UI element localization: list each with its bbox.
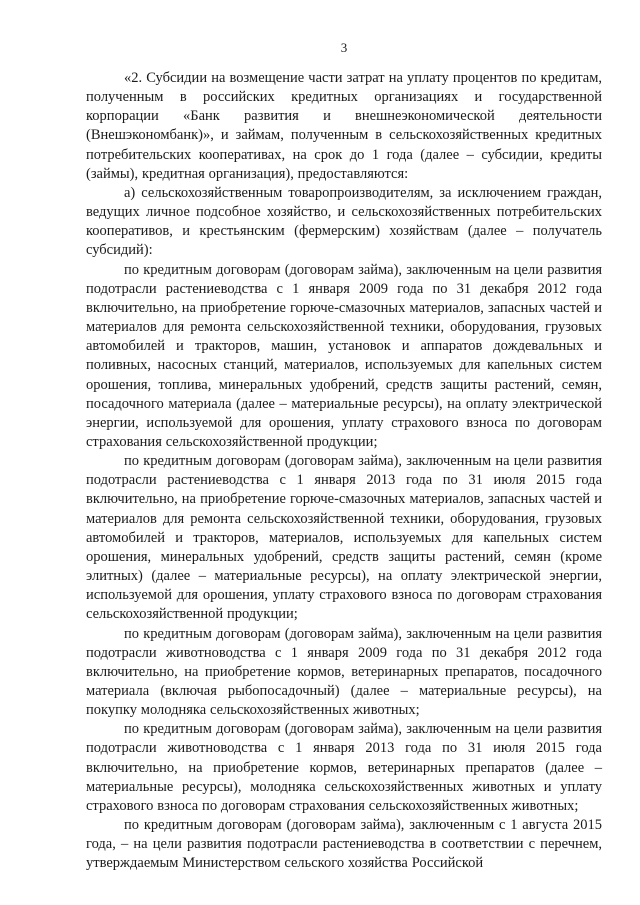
paragraph-recipients: а) сельскохозяйственным товаропроизводителям, за исключением граждан, ведущих личное подсобное хозяйство, и сельскохозяйственных потребительских кооперативов, и крестьянским (фермерским) хозяйствам (далее – получатель субсидий): [86,184,602,259]
paragraph-crop-2009-2012: по кредитным договорам (договорам займа), заключенным на цели развития подотрасли растениеводства с 1 января 2009 года по 31 декабря 2012 года включительно, на приобретение горюче-смазочных материалов, запасных частей и материалов для ремонта сельскохозяйственной техники, оборудования, грузовых автомобилей и тракторов, машин, установок и аппаратов дождевальных и поливных, насосных станций, материалов, используемых для капельных систем орошения, топлива, минеральных удобрений, средств защиты растений, семян, посадочного материала (далее – материальные ресурсы), на оплату электрической энергии, используемой для орошения, уплату страхового взноса по договорам страхования сельскохозяйственной продукции; [86,261,602,450]
paragraph-crop-2013-2015: по кредитным договорам (договорам займа), заключенным на цели развития подотрасли растениеводства с 1 января 2013 года по 31 июля 2015 года включительно, на приобретение горюче-смазочных материалов, запасных частей и материалов для ремонта сельскохозяйственной техники, оборудования, грузовых автомобилей и тракторов, материалов, используемых для капельных систем орошения, минеральных удобрений, средств защиты растений, семян (кроме элитных) (далее – материальные ресурсы), на оплату электрической энергии, используемой для орошения, уплату страхового взноса по договорам страхования сельскохозяйственной продукции; [86,453,602,623]
paragraph-livestock-2009-2012: по кредитным договорам (договорам займа), заключенным на цели развития подотрасли животноводства с 1 января 2009 года по 31 декабря 2012 года включительно, на приобретение кормов, ветеринарных препаратов, посадочного материала (включая рыбопосадочный) (далее – материальные ресурсы), на покупку молодняка сельскохозяйственных животных; [86,625,602,719]
paragraph-subsidies-intro: «2. Субсидии на возмещение части затрат на уплату процентов по кредитам, полученным в российских кредитных организациях и государственной корпорации «Банк развития и внешнеэкономической деятельности (Внешэкономбанк)», и займам, полученным в сельскохозяйственных кредитных потребительских кооперативах, на срок до 1 года (далее – субсидии, кредиты (займы), кредитная организация), предоставляются: [86,70,602,182]
paragraph-livestock-2013-2015: по кредитным договорам (договорам займа), заключенным на цели развития подотрасли животноводства с 1 января 2013 года по 31 июля 2015 года включительно, на приобретение кормов, ветеринарных препаратов (далее – материальные ресурсы), молодняка сельскохозяйственных животных и уплату страхового взноса по договорам страхования сельскохозяйственных животных; [86,721,602,814]
paragraph-from-august-2015: по кредитным договорам (договорам займа), заключенным с 1 августа 2015 года, – на цели развития подотрасли растениеводства в соответствии с перечнем, утверждаемым Министерством сельского хозяйства Российской [86,817,602,872]
page-number: 3 [340,40,348,55]
